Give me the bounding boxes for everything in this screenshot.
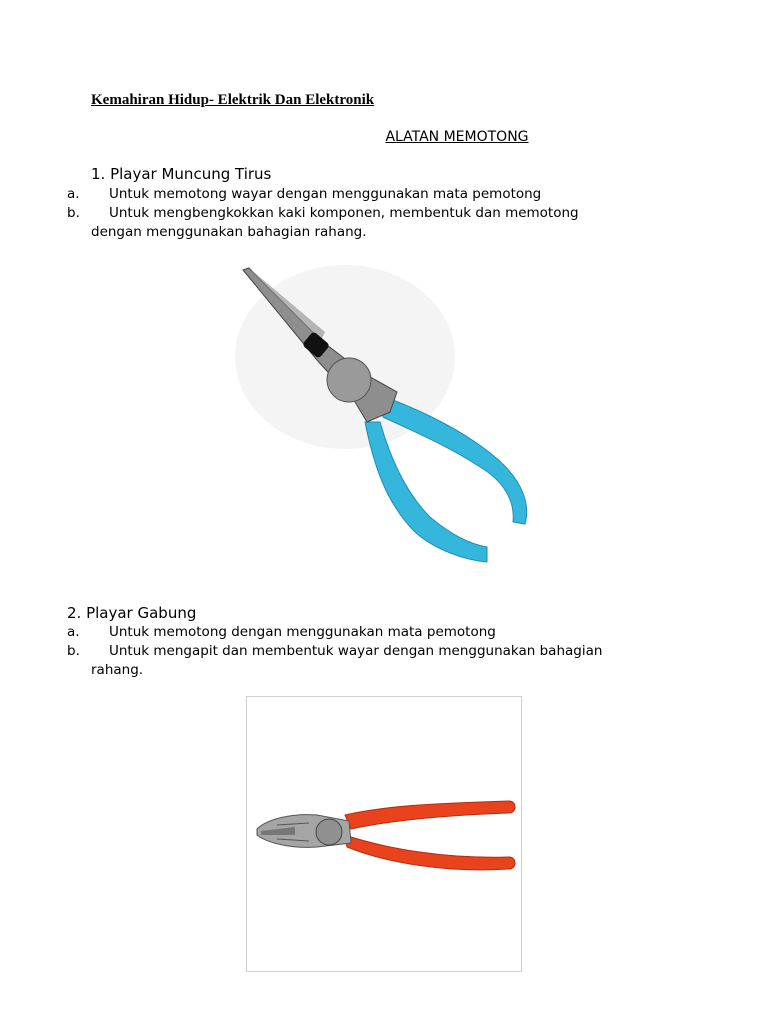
page-heading: Kemahiran Hidup- Elektrik Dan Elektronik: [91, 92, 375, 108]
pliers-pivot: [316, 819, 342, 845]
list-item: [67, 642, 602, 661]
item-text: Untuk mengbengkokkan kaki komponen, membentuk dan memotong: [109, 205, 579, 221]
item-text: Untuk memotong dengan menggunakan mata pemotong: [109, 624, 496, 640]
combination-pliers-image: [246, 696, 522, 972]
pliers-handle-upper: [345, 801, 515, 829]
item-continuation: dengan menggunakan bahagian rahang.: [91, 224, 367, 240]
long-nose-pliers-icon: [225, 262, 535, 567]
pliers-handle-lower: [345, 835, 515, 870]
tool-heading-1: 1. Playar Muncung Tirus: [91, 165, 272, 183]
combination-pliers-icon: [247, 697, 521, 971]
section-title: ALATAN MEMOTONG: [385, 129, 529, 145]
long-nose-pliers-image: [225, 262, 535, 567]
item-text: Untuk mengapit dan membentuk wayar dengan menggunakan bahagian: [109, 643, 603, 659]
tool-heading-2: 2. Playar Gabung: [67, 604, 197, 622]
list-item: [67, 185, 541, 204]
item-text: Untuk memotong wayar dengan menggunakan mata pemotong: [109, 186, 542, 202]
item-marker: b.: [67, 643, 80, 659]
list-item: [67, 204, 579, 223]
item-marker: a.: [67, 186, 80, 202]
item-marker: a.: [67, 624, 80, 640]
item-marker: b.: [67, 205, 80, 221]
list-item: [67, 623, 496, 642]
item-continuation: rahang.: [91, 662, 144, 678]
pliers-pivot: [327, 358, 371, 402]
